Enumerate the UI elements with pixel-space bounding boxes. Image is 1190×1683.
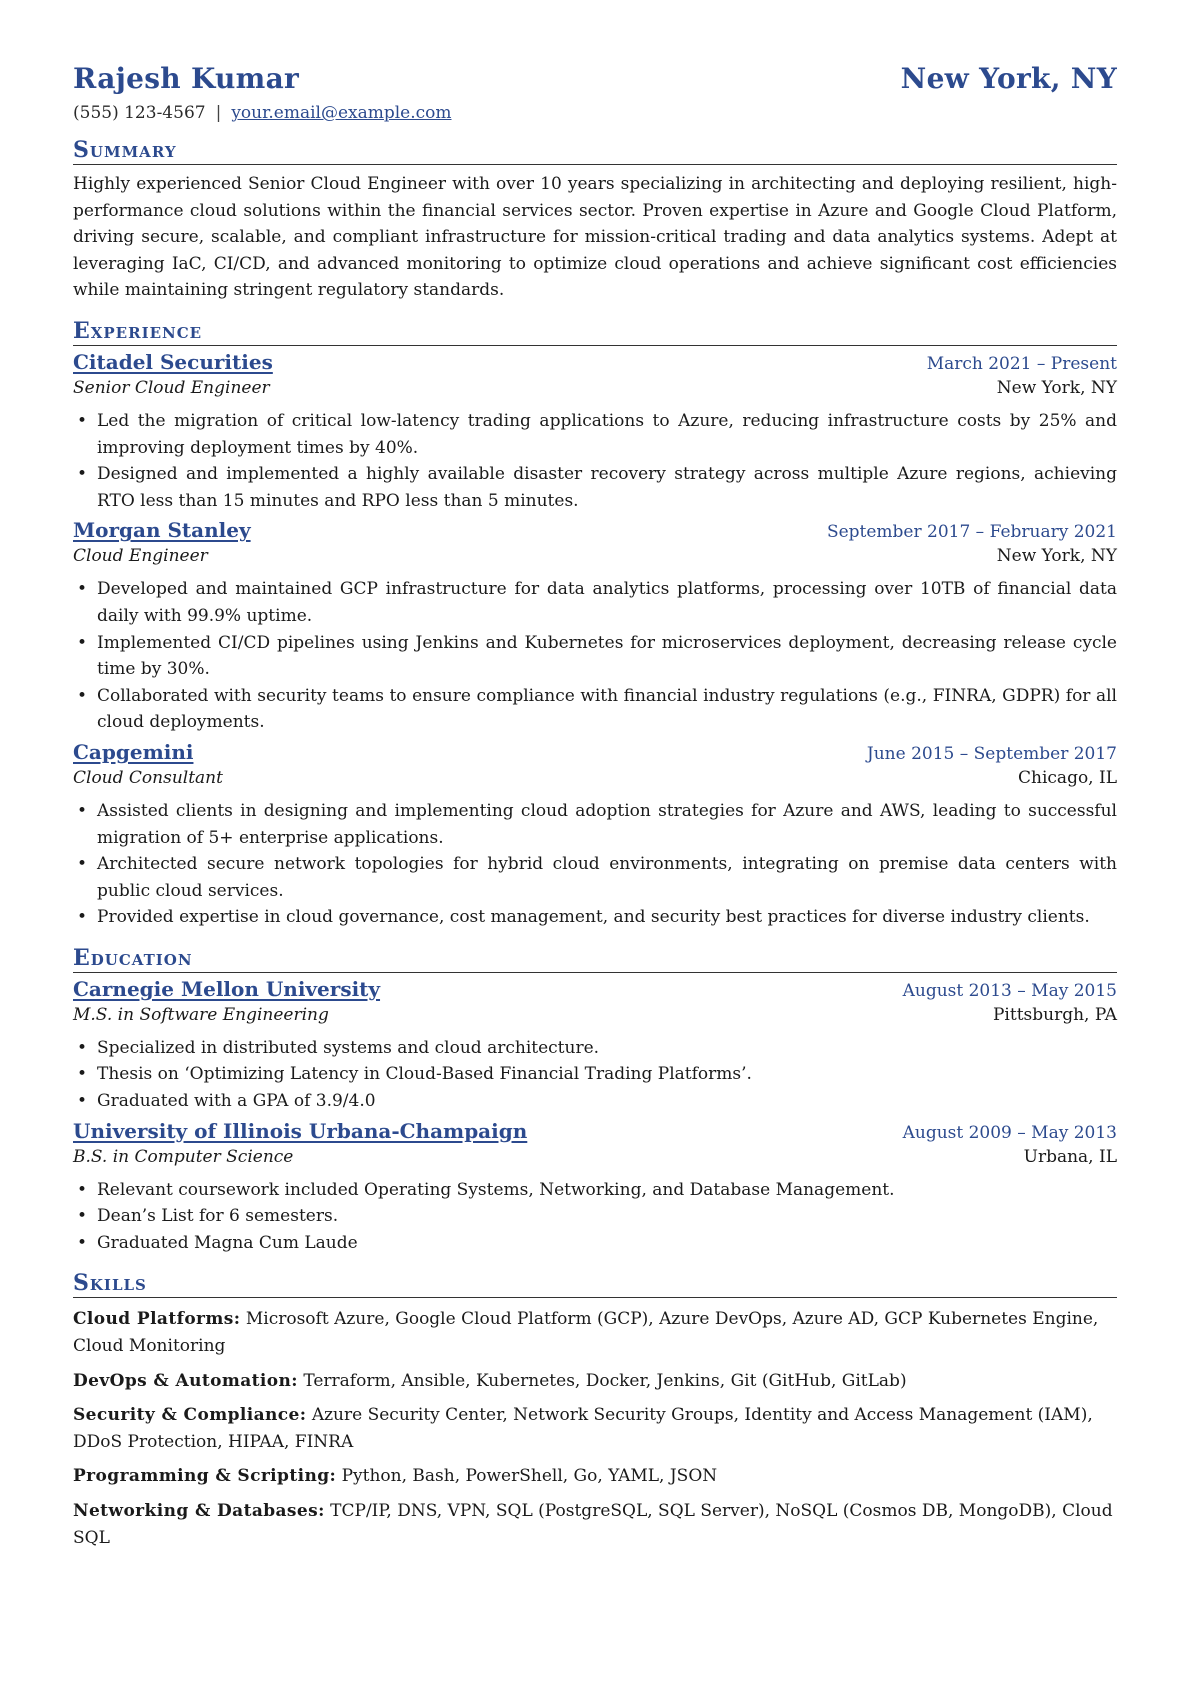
bullet-item: • Specialized in distributed systems and cloud architecture. — [97, 1035, 1117, 1062]
section-title-education: Education — [73, 945, 1117, 973]
employer-link[interactable]: Capgemini — [73, 739, 194, 764]
bullet-item: • Architected secure network topologies for hybrid cloud environments, integrating on premise data centers with public cloud services. — [97, 851, 1117, 904]
degree: B.S. in Computer Science — [73, 1146, 294, 1167]
bullet-list — [73, 1177, 1117, 1257]
study-dates: August 2009 – May 2013 — [902, 1122, 1117, 1143]
skill-row — [73, 1463, 1117, 1490]
employment-dates: March 2021 – Present — [926, 353, 1117, 374]
bullet-list — [73, 1035, 1117, 1115]
skill-row — [73, 1368, 1117, 1395]
bullet-item: • Led the migration of critical low-latency trading applications to Azure, reducing infrastructure costs by 25% and improving deployment times by 40%. — [97, 408, 1117, 461]
skill-category: Cloud Platforms: — [73, 1309, 241, 1330]
job-location: New York, NY — [996, 377, 1117, 398]
employer-link[interactable]: Citadel Securities — [73, 349, 273, 374]
phone-number: (555) 123-4567 — [73, 103, 206, 123]
bullet-list — [73, 408, 1117, 514]
section-title-summary: Summary — [73, 137, 1117, 165]
employer-link[interactable]: Morgan Stanley — [73, 518, 251, 543]
bullet-item: • Provided expertise in cloud governance, cost management, and security best practices for diverse industry clients. — [97, 904, 1117, 931]
skill-row — [73, 1498, 1117, 1551]
skill-items: Terraform, Ansible, Kubernetes, Docker, Jenkins, Git (GitHub, GitLab) — [303, 1370, 907, 1391]
education-entry — [73, 977, 1117, 1115]
contact-separator: | — [215, 103, 222, 123]
bullet-item: • Implemented CI/CD pipelines using Jenkins and Kubernetes for microservices deployment, decreasing release cycle time by 30%. — [97, 630, 1117, 683]
candidate-location: New York, NY — [900, 62, 1117, 95]
job-location: New York, NY — [996, 546, 1117, 567]
study-dates: August 2013 – May 2015 — [902, 980, 1117, 1001]
email-link[interactable]: your.email@example.com — [231, 103, 452, 123]
employment-dates: June 2015 – September 2017 — [866, 743, 1117, 764]
skill-items: Python, Bash, PowerShell, Go, YAML, JSON — [341, 1466, 718, 1487]
school-link[interactable]: Carnegie Mellon University — [73, 976, 381, 1001]
job-title: Cloud Engineer — [73, 546, 208, 567]
summary-text: Highly experienced Senior Cloud Engineer with over 10 years specializing in architecting and deploying resilient, high-performance cloud solutions within the financial services sector. Proven expertise in Azure and Google Cloud Platform, driving secure, scalable, and compliant infrastructure for mission-critical trading and data analytics systems. Adept at leveraging IaC, CI/CD, and advanced monitoring to optimize cloud operations and achieve significant cost efficiencies while maintaining stringent regulatory standards. — [73, 174, 1117, 301]
bullet-item: • Graduated with a GPA of 3.9/4.0 — [97, 1088, 1117, 1115]
job-location: Chicago, IL — [1018, 767, 1117, 788]
skill-row — [73, 1306, 1117, 1359]
bullet-item: • Graduated Magna Cum Laude — [97, 1230, 1117, 1257]
bullet-item: • Designed and implemented a highly available disaster recovery strategy across multiple Azure regions, achieving RTO less than 15 minutes and RPO less than 5 minutes. — [97, 461, 1117, 514]
experience-entry — [73, 518, 1117, 736]
bullet-item: • Collaborated with security teams to ensure compliance with financial industry regulations (e.g., FINRA, GDPR) for all cloud deployments. — [97, 683, 1117, 736]
section-title-skills: Skills — [73, 1270, 1117, 1298]
job-title: Senior Cloud Engineer — [73, 377, 270, 398]
bullet-item: • Developed and maintained GCP infrastructure for data analytics platforms, processing over 10TB of financial data daily with 99.9% uptime. — [97, 576, 1117, 629]
bullet-item: • Thesis on ‘Optimizing Latency in Cloud-Based Financial Trading Platforms’. — [97, 1061, 1117, 1088]
experience-entry — [73, 350, 1117, 514]
contact-line — [73, 103, 1117, 123]
candidate-name: Rajesh Kumar — [73, 62, 300, 95]
section-title-experience: Experience — [73, 318, 1117, 346]
skill-category: Security & Compliance: — [73, 1405, 307, 1426]
job-title: Cloud Consultant — [73, 767, 223, 788]
skill-category: DevOps & Automation: — [73, 1370, 298, 1391]
school-link[interactable]: University of Illinois Urbana-Champaign — [73, 1118, 528, 1143]
resume-header — [73, 62, 1117, 95]
bullet-item: • Assisted clients in designing and implementing cloud adoption strategies for Azure and AWS, leading to successful migration of 5+ enterprise applications. — [97, 798, 1117, 851]
skill-items: Microsoft Azure, Google Cloud Platform (GCP), Azure DevOps, Azure AD, GCP Kubernetes Engine, Cloud Monitoring — [73, 1309, 1099, 1357]
bullet-list — [73, 798, 1117, 931]
skill-items: Azure Security Center, Network Security Groups, Identity and Access Management (IAM), DDoS Protection, HIPAA, FINRA — [73, 1405, 1093, 1452]
employment-dates: September 2017 – February 2021 — [826, 522, 1117, 543]
degree: M.S. in Software Engineering — [73, 1004, 329, 1025]
bullet-item: • Dean’s List for 6 semesters. — [97, 1203, 1117, 1230]
school-location: Pittsburgh, PA — [992, 1004, 1117, 1025]
bullet-list — [73, 576, 1117, 736]
bullet-item: • Relevant coursework included Operating Systems, Networking, and Database Management. — [97, 1177, 1117, 1204]
skill-category: Programming & Scripting: — [73, 1466, 337, 1487]
skill-items: TCP/IP, DNS, VPN, SQL (PostgreSQL, SQL Server), NoSQL (Cosmos DB, MongoDB), Cloud SQL — [73, 1501, 1113, 1548]
school-location: Urbana, IL — [1023, 1146, 1117, 1167]
education-entry — [73, 1119, 1117, 1257]
skill-row — [73, 1402, 1117, 1455]
experience-entry — [73, 740, 1117, 931]
skill-category: Networking & Databases: — [73, 1501, 325, 1521]
